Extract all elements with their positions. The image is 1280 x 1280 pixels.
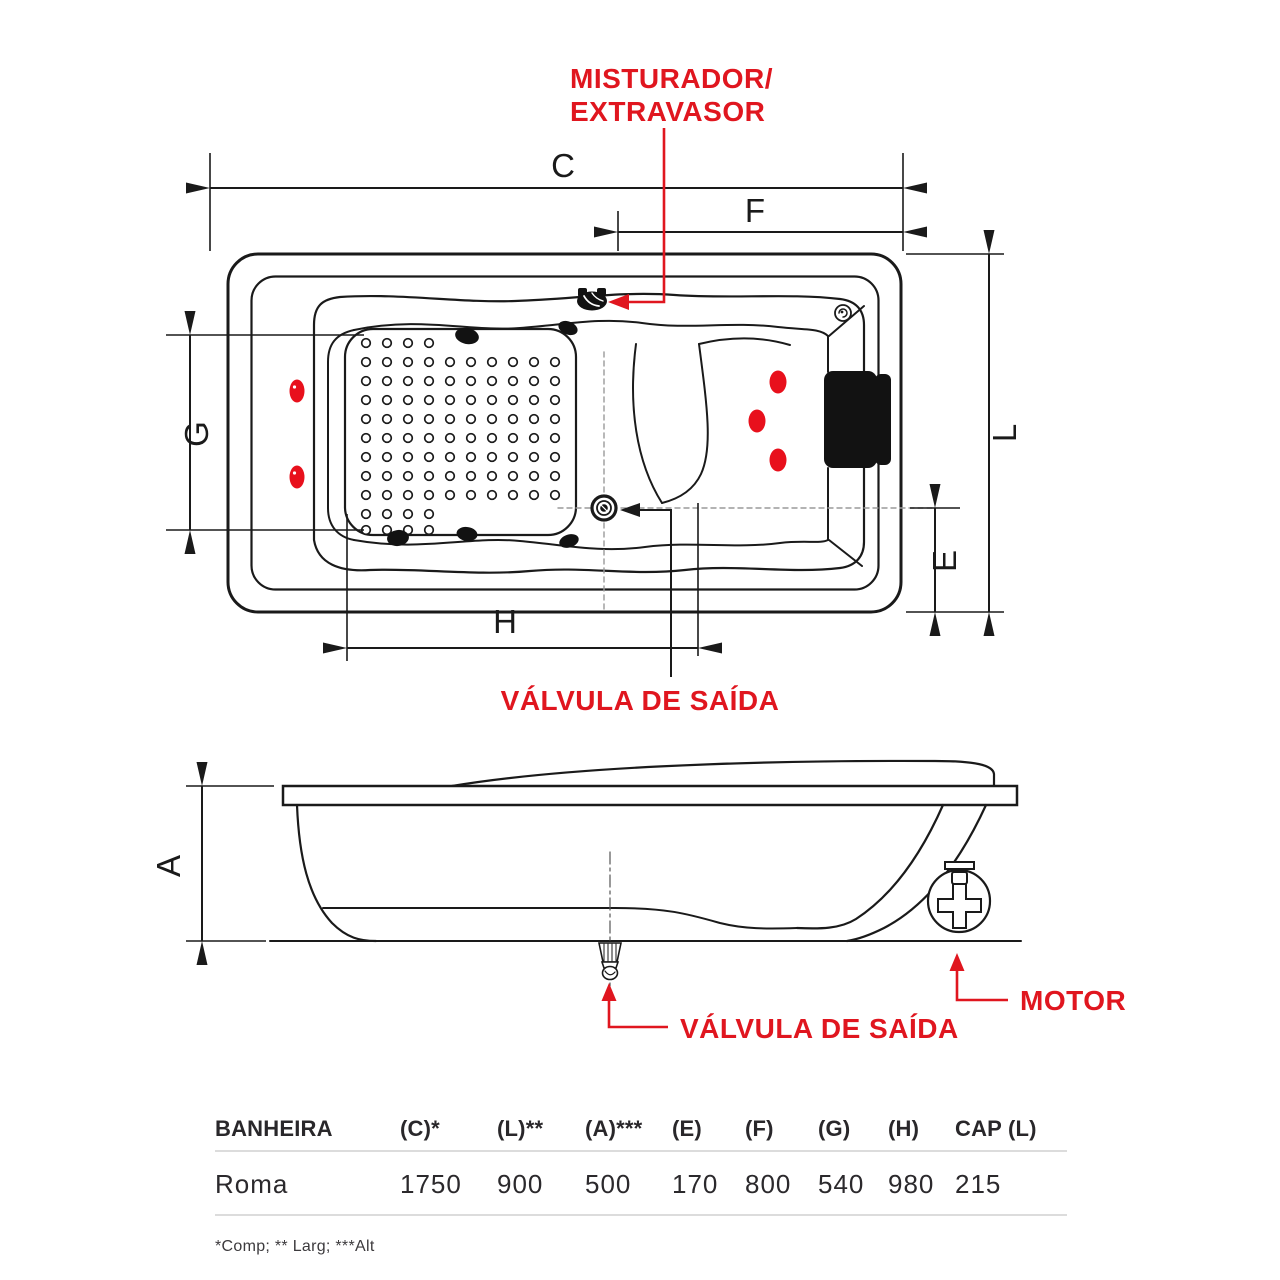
- motor-callout: [950, 953, 1127, 1016]
- cell-g: 540: [818, 1168, 865, 1199]
- motor-label: MOTOR: [1020, 985, 1127, 1016]
- motor-leader: [957, 969, 1008, 1000]
- dim-f-label: F: [744, 192, 766, 229]
- cell-f: 800: [745, 1168, 792, 1199]
- dim-e-label: E: [926, 549, 963, 573]
- motor-arrow: [950, 953, 965, 971]
- valve-bottom-arrow: [602, 983, 617, 1001]
- header-h: (H): [888, 1116, 920, 1141]
- table-divider-bottom: [215, 1214, 1067, 1216]
- dim-g-label: G: [178, 421, 215, 447]
- side-inner-slope: [797, 805, 943, 928]
- table-divider-top: [215, 1150, 1067, 1152]
- header-e: (E): [672, 1116, 702, 1141]
- spec-table-data-row: [215, 1162, 1067, 1206]
- side-view: [270, 761, 1021, 996]
- dim-a: [186, 786, 274, 941]
- dim-h-label: H: [493, 603, 517, 640]
- massage-mat: [345, 329, 576, 535]
- valve-top-label: VÁLVULA DE SAÍDA: [500, 685, 780, 716]
- top-view: [228, 254, 932, 613]
- valve-bottom-leader: [609, 999, 668, 1027]
- valve-bottom-label: VÁLVULA DE SAÍDA: [680, 1013, 959, 1044]
- header-l: (L)**: [497, 1116, 544, 1141]
- valve-bottom-callout: [602, 983, 959, 1044]
- side-drain-valve: [599, 943, 621, 980]
- table-footnote: *Comp; ** Larg; ***Alt: [215, 1238, 375, 1255]
- mixer-label-line1: MISTURADOR/: [570, 63, 774, 94]
- header-a: (A)***: [585, 1116, 643, 1141]
- side-backrest: [452, 761, 994, 786]
- mixer-label-line2: EXTRAVASOR: [570, 96, 766, 127]
- side-rim: [283, 786, 1017, 805]
- cell-c: 1750: [400, 1168, 462, 1199]
- header-g: (G): [818, 1116, 851, 1141]
- dim-c-label: C: [551, 147, 575, 184]
- drain-valve: [592, 496, 616, 520]
- spec-table-header-row: [215, 1116, 1067, 1142]
- spec-table: [215, 1116, 1067, 1256]
- motor: [928, 862, 990, 932]
- side-floor-line: [323, 908, 797, 928]
- header-banheira: BANHEIRA: [215, 1116, 333, 1141]
- cell-cap: 215: [955, 1168, 1002, 1199]
- cell-a: 500: [585, 1168, 632, 1199]
- headrest-pad: [824, 371, 877, 468]
- header-c: (C)*: [400, 1116, 440, 1141]
- header-cap: CAP (L): [955, 1116, 1037, 1141]
- cell-h: 980: [888, 1168, 935, 1199]
- header-f: (F): [745, 1116, 774, 1141]
- dim-a-extensions: [186, 786, 274, 941]
- cell-model: Roma: [215, 1168, 289, 1199]
- cell-e: 170: [672, 1168, 719, 1199]
- side-left-wall: [297, 805, 376, 941]
- headrest-strip: [875, 374, 891, 465]
- dim-a-label: A: [150, 854, 187, 878]
- dim-l-label: L: [986, 423, 1023, 443]
- cell-l: 900: [497, 1168, 544, 1199]
